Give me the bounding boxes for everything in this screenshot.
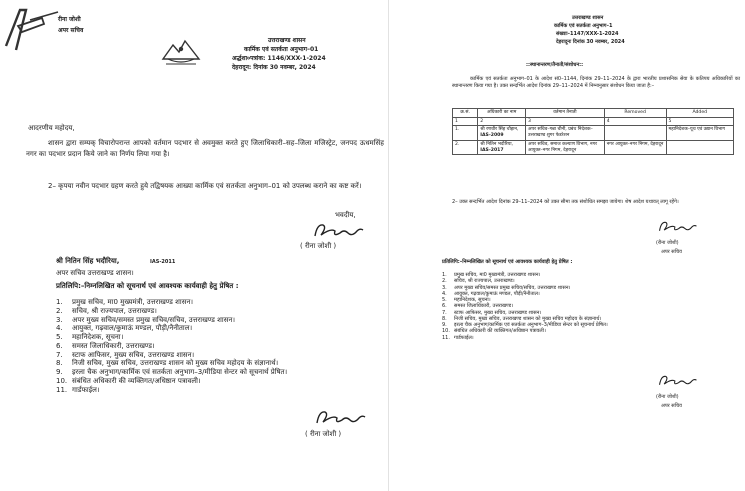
list-item-number: 3. (56, 315, 63, 324)
list-item (442, 335, 740, 341)
handwritten-signature (658, 372, 698, 390)
list-item-number: 1. (442, 272, 447, 278)
list-item-number: 11. (56, 385, 68, 394)
uttarakhand-emblem-icon (160, 35, 202, 69)
header-officer-name: रीना जोशी (58, 16, 81, 23)
list-item (56, 298, 384, 307)
list-item-number: 6. (442, 303, 447, 310)
order-signatory-name-2: (रीना जोशी) (656, 394, 679, 400)
cell-name (478, 140, 526, 154)
list-item-text: अपर मुख्य सचिव/समस्त प्रमुख सचिव/सचिव, उत्तराखण्ड शासन। (454, 284, 571, 291)
list-item-number: 9. (56, 368, 63, 376)
order-paragraph-2: 2– उक्त सन्दर्भित आदेश दिनांक 29–11–2024 को उक्त सीमा तक संशोधित समझा जायेगा। शेष आदेश यथावत् लागू रहेंगे। (452, 199, 679, 205)
list-item (56, 386, 384, 395)
list-item-number: 8. (442, 315, 447, 322)
top-signature-mark (2, 6, 64, 56)
list-item-number: 4. (56, 324, 63, 333)
list-item-text: स्टाफ आफिसर, मुख्य सचिव, उत्तराखण्ड शासन। (72, 350, 195, 359)
order-ref-number: संख्याः–1147/XXX-1-2024 (556, 31, 619, 37)
order-paragraph-1: कार्मिक एवं सतर्कता अनुभाग–01 के आदेश सं0–1144, दिनांक 29–11–2024 के द्वारा भारतीय प्रशासनिक सेवा के कतिपय अधिकारियों का स्थानान्तरण किया गया है। उक्त सन्दर्भित आदेश दिनांक 29–11–2024 में निम्नानुसार संशोधन किया जाता है:– (452, 76, 740, 90)
list-item (56, 351, 384, 360)
list-item-number: 10. (442, 328, 450, 335)
header-officer-role: अपर सचिव (58, 27, 84, 34)
closing-text: भवदीय, (335, 211, 356, 219)
cell-removed: नगर आयुक्त–नगर निगम, देहरादून (604, 140, 666, 154)
list-item-number: 2. (442, 278, 447, 285)
order-signatory-name: (रीना जोशी) (656, 240, 679, 246)
list-item-text: प्रमुख सचिव, मा0 मुख्यमंत्री, उत्तराखण्ड शासन। (72, 298, 193, 306)
list-item-text: संबंधित अधिकारी की व्यक्तिगत/अधिष्ठान पत्रावली। (454, 328, 546, 335)
officer-ias: IAS-2009 (480, 133, 504, 139)
list-item-text: संबंधित अधिकारी की व्यक्तिगत/अधिष्ठान पत्रावली। (72, 376, 201, 385)
list-item-number: 11. (442, 334, 450, 341)
list-item-text: सचिव, श्री राज्यपाल, उत्तराखण्ड। (454, 278, 515, 285)
list-item (56, 316, 384, 325)
cell-name (478, 126, 526, 140)
table-column-number: 4 (604, 117, 666, 126)
list-item-number: 8. (56, 359, 63, 368)
table-header: वर्तमान तैनाती (526, 109, 605, 118)
list-item-number: 1. (56, 298, 63, 306)
list-item (56, 368, 384, 377)
list-item-number: 6. (56, 341, 63, 350)
table-column-number: 3 (526, 117, 605, 126)
handwritten-signature (315, 409, 367, 427)
list-item-text: स्टाफ आफिसर, मुख्य सचिव, उत्तराखण्ड शासन। (454, 309, 542, 316)
list-item-number: 9. (442, 322, 447, 328)
signatory-name: ( रीना जोशी ) (300, 242, 337, 250)
letter-paragraph-1: शासन द्वारा सम्यक् विचारोपरान्त आपको वर्तमान पदभार से अवमुक्त करते हुए जिलाधिकारी–सह–जिला मजिस्ट्रेट, जनपद ऊधमसिंह नगर का पदभार प्रदान किये जाने का निर्णय लिया गया है। (26, 139, 384, 158)
table-header: Added (666, 109, 733, 118)
list-item-text: गार्डफाईल। (72, 385, 100, 394)
list-item-text: इरला चैक अनुभाग/कार्मिक एवं सतर्कता अनुभाग–3/मीडिया सेन्टर को सूचनार्थ प्रेषित। (72, 368, 288, 376)
page-divider (388, 0, 389, 491)
cell-added: महानिदेशक–यूथ एवं उद्यान विभाग (666, 126, 733, 140)
officer-name: श्री रणवीर सिंह चौहान, (480, 127, 519, 133)
letter-paragraph-2: 2– कृपया नवीन पदभार ग्रहण करते हुये तद्विषयक आख्या कार्मिक एवं सतर्कता अनुभाग–01 को उपलब्ध कराने का कष्ट करें। (48, 182, 362, 190)
table-column-number: 2 (478, 117, 526, 126)
handwritten-signature (313, 222, 365, 240)
list-item-text: महानिदेशक, सूचना। (72, 333, 124, 341)
letter-gov: उत्तराखण्ड शासन (268, 37, 306, 44)
cell-sn: 1. (453, 126, 478, 140)
list-item-text: प्रमुख सचिव, मा0 मुख्यमंत्री, उत्तराखण्ड शासन। (454, 272, 541, 278)
list-item-number: 3. (442, 284, 447, 291)
list-item-number: 7. (442, 309, 447, 316)
list-item-text: गार्डफाईल। (454, 334, 474, 341)
order-place-date: देहरादूनः दिनांक 30 नवम्बर, 2024 (556, 39, 625, 45)
list-item-text: समस्त जिलाधिकारी, उत्तराखण्ड। (72, 341, 155, 350)
order-signatory-role: अपर सचिव (661, 249, 682, 255)
list-item-text: इरला चैक अनुभाग/कार्मिक एवं सतर्कता अनुभाग–3/मीडिया सेन्टर को सूचनार्थ प्रेषित। (454, 322, 608, 328)
letter-section: कार्मिक एवं सतर्कता अनुभाग–01 (244, 46, 319, 53)
table-header: अधिकारी का नाम (478, 109, 526, 118)
table-header: क्र.सं. (453, 109, 478, 118)
list-item (56, 333, 384, 342)
letter-ref-number: अर्द्धशा०पत्रांक: 1146/XXX-1-2024 (232, 55, 326, 62)
list-item-text: सचिव, श्री राज्यपाल, उत्तराखण्ड। (72, 306, 157, 315)
table-row (453, 140, 734, 154)
order-gov: उत्तराखण्ड शासन (572, 15, 604, 21)
list-item (56, 359, 384, 368)
list-item-text: महानिदेशक, सूचना। (454, 297, 491, 303)
officer-ias: IAS-2017 (480, 147, 504, 153)
transfer-table (452, 108, 734, 155)
copy-heading: प्रतिलिपि:–निम्नलिखित को सूचनार्थ एवं आवश्यक कार्यवाही हेतु प्रेषित : (56, 282, 239, 290)
list-item-number: 5. (442, 297, 447, 303)
table-column-number: 5 (666, 117, 733, 126)
letter-place-date: देहरादून: दिनांक 30 नवम्बर, 2024 (232, 64, 316, 71)
list-item-text: निजी सचिव, मुख्य सचिव, उत्तराखण्ड शासन को मुख्य सचिव महोदय के संज्ञानार्थ। (72, 359, 279, 368)
recipient-name: श्री नितिन सिंह भदौरिया, (56, 257, 120, 265)
officer-name: श्री नितिन भदौरिया, (480, 141, 513, 147)
list-item-text: आयुक्त, गढ़वाल/कुमाऊं मण्डल, पौड़ी/नैनीताल। (72, 324, 193, 333)
cell-added (666, 140, 733, 154)
table-header-row (453, 109, 734, 118)
order-right-page (390, 0, 745, 491)
order-section: कार्मिक एवं सतर्कता अनुभाग–1 (554, 23, 613, 29)
table-column-number: 1 (453, 117, 478, 126)
list-item (56, 377, 384, 386)
order-copy-list (442, 272, 740, 341)
list-item-number: 10. (56, 376, 68, 385)
list-item-number: 4. (442, 290, 447, 297)
cell-sn: 2. (453, 140, 478, 154)
list-item-text: समस्त जिलाधिकारी, उत्तराखण्ड। (454, 303, 514, 310)
cell-current: अपर सचिव, समाज कल्याण विभाग, नगर आयुक्त–नगर निगम, देहरादून (526, 140, 605, 154)
table-number-row (453, 117, 734, 126)
handwritten-signature (658, 218, 698, 236)
order-copy-heading: प्रतिलिपि:–निम्नलिखित को सूचनार्थ एवं आवश्यक कार्यवाही हेतु प्रेषित : (442, 259, 573, 265)
cell-current: अपर सचिव–गन्ना चीनी, प्रबंध निदेशक–उत्तराखण्ड शुगर फेडरेशन (526, 126, 605, 140)
list-item-number: 7. (56, 350, 63, 359)
recipient-role: अपर सचिव उत्तराखण्ड शासन। (56, 269, 134, 277)
order-subject: ::स्थानान्तरण/तैनाती/संशोधन:: (526, 62, 584, 68)
list-item (56, 307, 384, 316)
list-item-text: अपर मुख्य सचिव/समस्त प्रमुख सचिव/सचिव, उत्तराखण्ड शासन। (72, 315, 235, 324)
list-item-number: 5. (56, 333, 63, 341)
signatory-name-2: ( रीना जोशी ) (305, 430, 342, 438)
table-row (453, 126, 734, 140)
list-item-text: आयुक्त, गढ़वाल/कुमाऊं मण्डल, पौड़ी/नैनीताल। (454, 290, 540, 297)
list-item-text: निजी सचिव, मुख्य सचिव, उत्तराखण्ड शासन को मुख्य सचिव महोदय के संज्ञानार्थ। (454, 315, 602, 322)
list-item (56, 342, 384, 351)
salutation: आदरणीय महोदय, (28, 124, 75, 132)
cell-removed (604, 126, 666, 140)
list-item (56, 324, 384, 333)
table-header: Removed (604, 109, 666, 118)
order-signatory-role-2: अपर सचिव (661, 403, 682, 409)
list-item-number: 2. (56, 306, 63, 315)
recipient-ias: IAS-2011 (150, 259, 176, 265)
copy-list (56, 298, 384, 394)
